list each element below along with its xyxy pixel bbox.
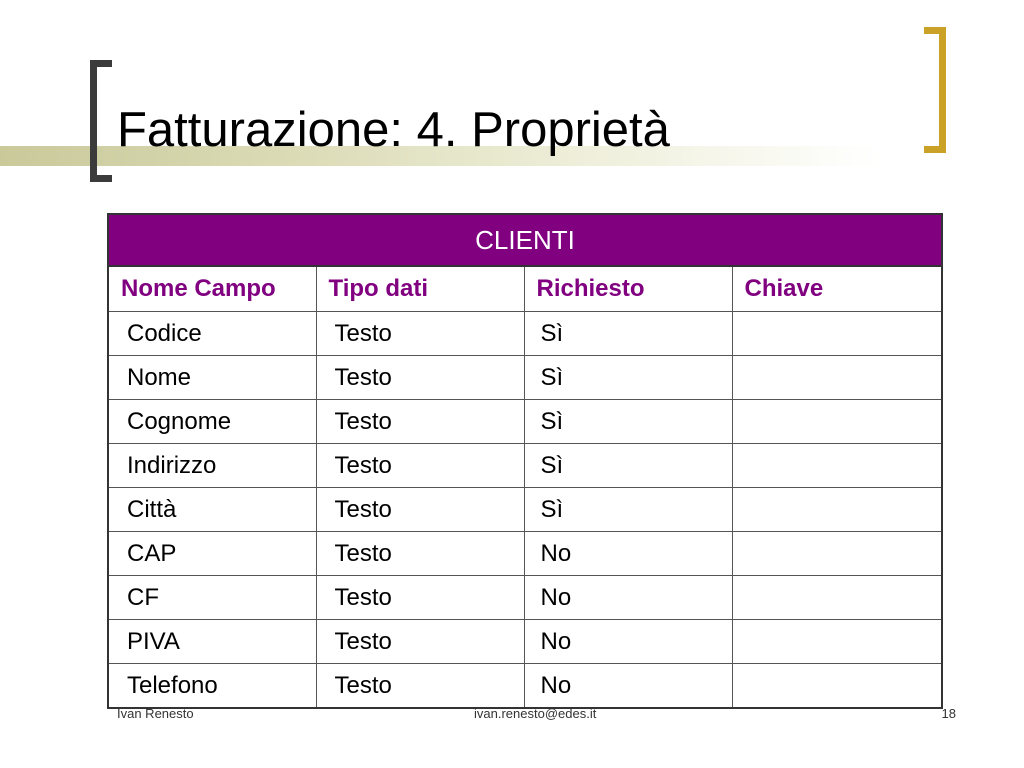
clienti-table [107, 213, 943, 709]
cell-tipo-dati: Testo [316, 444, 524, 488]
cell-tipo-dati: Testo [316, 576, 524, 620]
cell-chiave [732, 532, 942, 576]
cell-richiesto: Sì [524, 400, 732, 444]
cell-chiave [732, 664, 942, 709]
cell-chiave [732, 312, 942, 356]
table-row [108, 620, 942, 664]
cell-chiave [732, 356, 942, 400]
header-tipo-dati: Tipo dati [316, 266, 524, 312]
table-header-row [108, 266, 942, 312]
table-row [108, 356, 942, 400]
cell-chiave [732, 576, 942, 620]
cell-richiesto: Sì [524, 488, 732, 532]
table-row [108, 532, 942, 576]
header-chiave: Chiave [732, 266, 942, 312]
footer-author: Ivan Renesto [117, 706, 194, 721]
table-row [108, 488, 942, 532]
cell-nome-campo: Nome [108, 356, 316, 400]
cell-nome-campo: CF [108, 576, 316, 620]
table-body [108, 312, 942, 709]
cell-tipo-dati: Testo [316, 532, 524, 576]
table-row [108, 664, 942, 709]
table-row [108, 312, 942, 356]
cell-richiesto: Sì [524, 312, 732, 356]
cell-richiesto: No [524, 620, 732, 664]
cell-richiesto: Sì [524, 444, 732, 488]
table-row [108, 400, 942, 444]
cell-nome-campo: Telefono [108, 664, 316, 709]
cell-tipo-dati: Testo [316, 488, 524, 532]
clienti-table-container [107, 213, 941, 709]
cell-nome-campo: Codice [108, 312, 316, 356]
cell-nome-campo: PIVA [108, 620, 316, 664]
cell-nome-campo: Cognome [108, 400, 316, 444]
cell-tipo-dati: Testo [316, 312, 524, 356]
cell-nome-campo: Città [108, 488, 316, 532]
cell-tipo-dati: Testo [316, 356, 524, 400]
table-row [108, 576, 942, 620]
header-richiesto: Richiesto [524, 266, 732, 312]
cell-tipo-dati: Testo [316, 664, 524, 709]
cell-tipo-dati: Testo [316, 400, 524, 444]
cell-nome-campo: Indirizzo [108, 444, 316, 488]
cell-richiesto: No [524, 576, 732, 620]
table-caption: CLIENTI [108, 214, 942, 266]
cell-nome-campo: CAP [108, 532, 316, 576]
left-bracket-decoration [90, 60, 112, 182]
header-nome-campo: Nome Campo [108, 266, 316, 312]
cell-richiesto: No [524, 664, 732, 709]
cell-richiesto: Sì [524, 356, 732, 400]
cell-richiesto: No [524, 532, 732, 576]
cell-chiave [732, 444, 942, 488]
slide-title: Fatturazione: 4. Proprietà [117, 103, 670, 157]
cell-tipo-dati: Testo [316, 620, 524, 664]
table-row [108, 444, 942, 488]
footer-page-number: 18 [941, 706, 956, 721]
cell-chiave [732, 488, 942, 532]
right-bracket-decoration [924, 27, 946, 153]
table-caption-row [108, 214, 942, 266]
cell-chiave [732, 400, 942, 444]
footer-email: ivan.renesto@edes.it [474, 706, 597, 721]
cell-chiave [732, 620, 942, 664]
